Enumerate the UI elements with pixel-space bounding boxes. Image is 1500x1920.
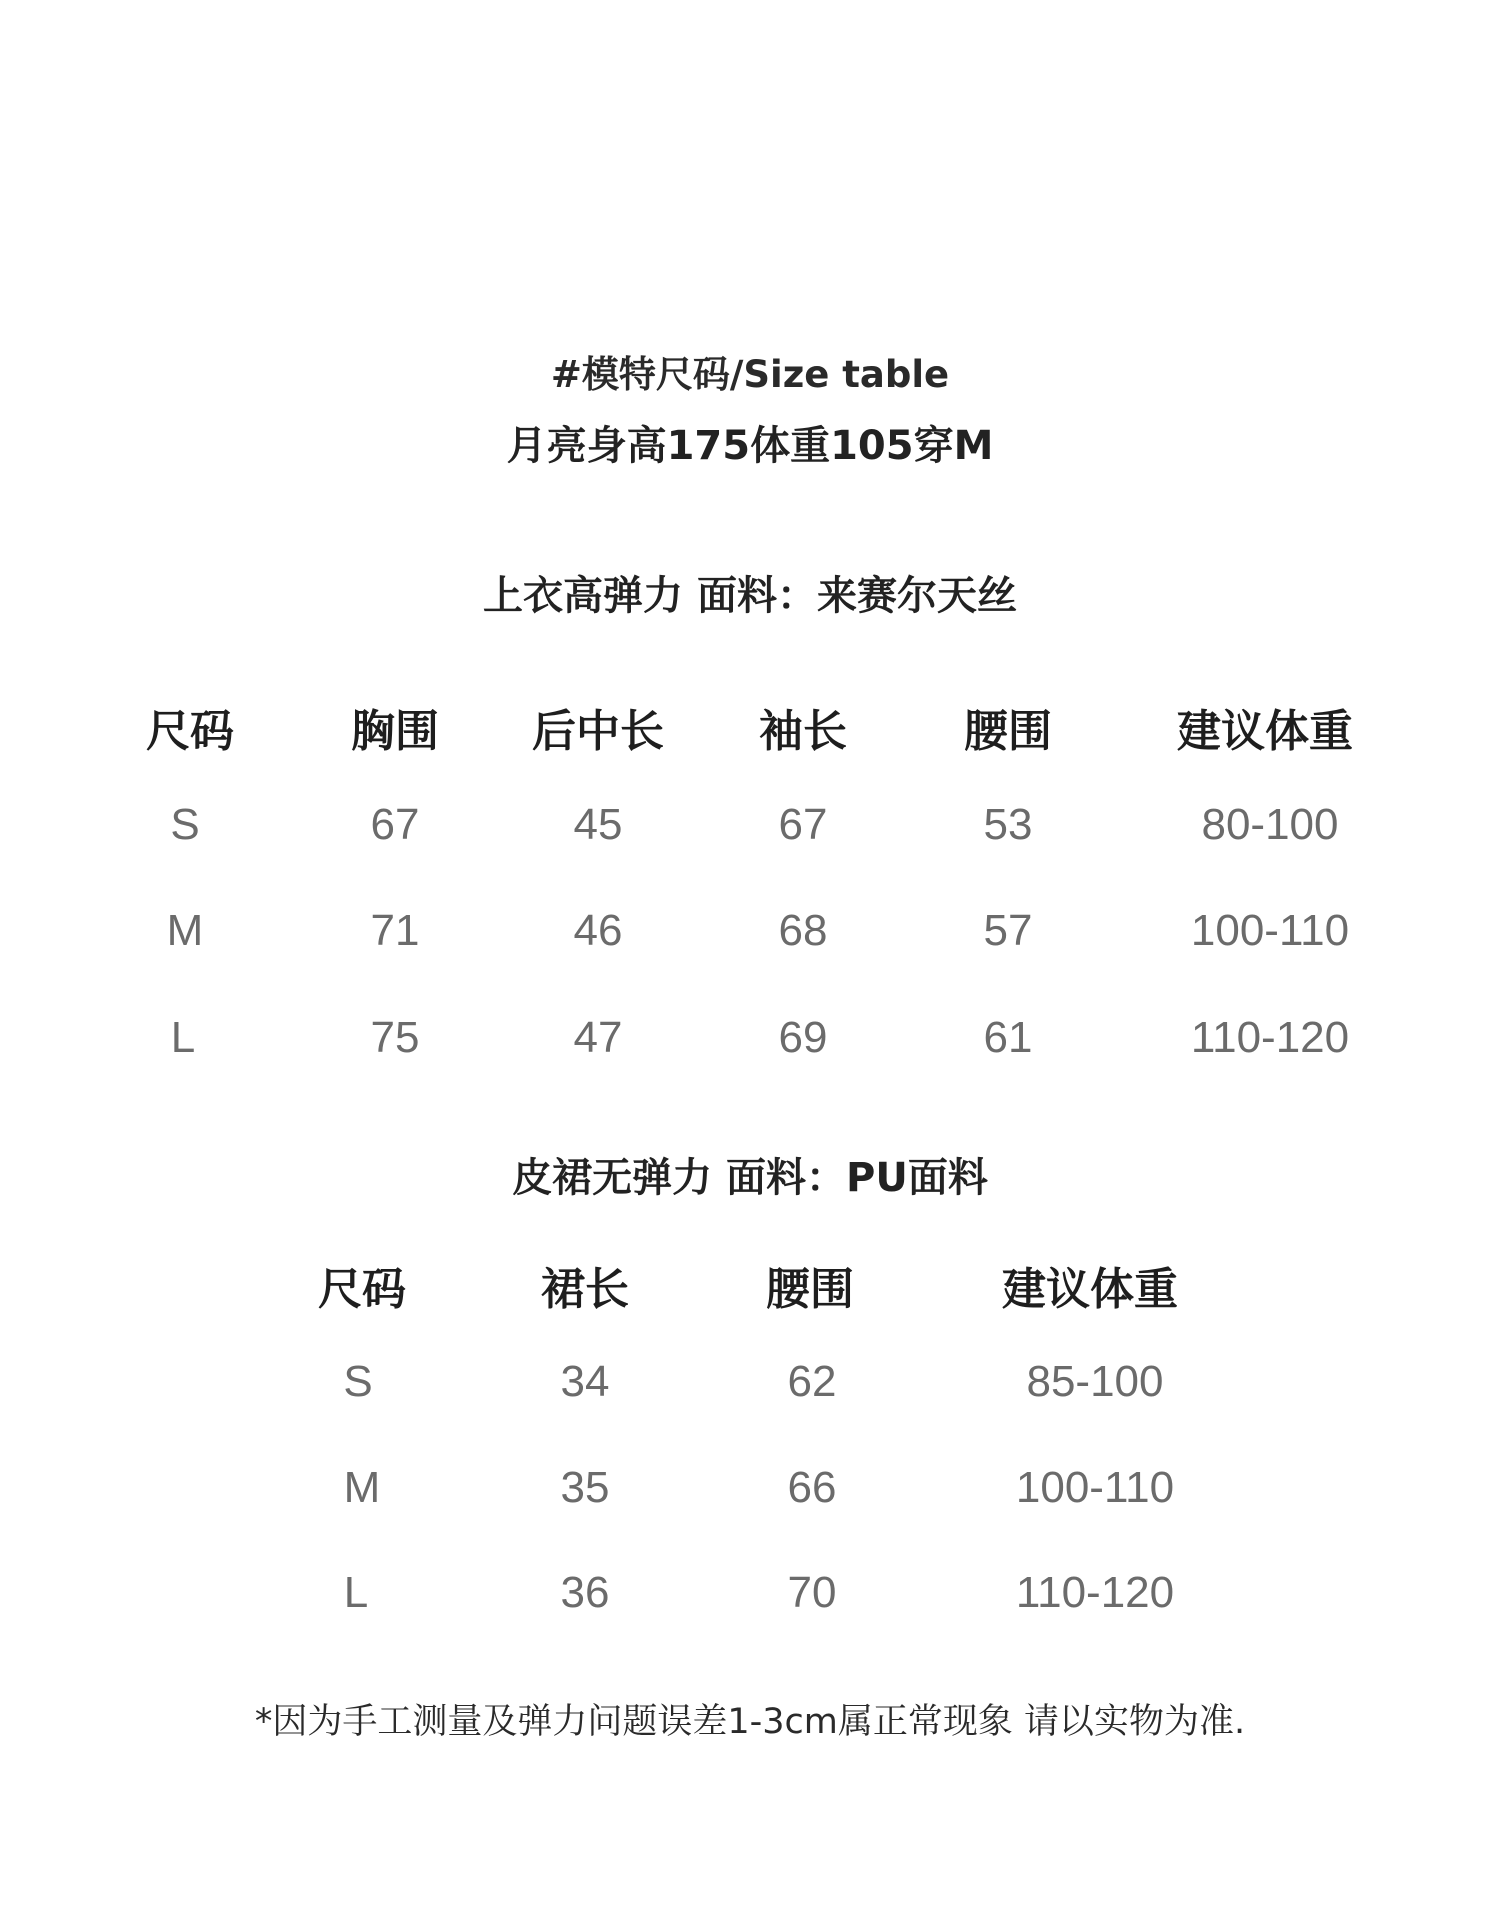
top-header-chest: 胸围 <box>351 706 439 757</box>
top-header-weight: 建议体重 <box>1177 706 1353 757</box>
skirt-cell-size: S <box>343 1357 373 1406</box>
top-cell-back-length: 45 <box>573 800 623 849</box>
top-cell-waist: 61 <box>983 1013 1033 1062</box>
skirt-cell-length: 36 <box>560 1568 610 1617</box>
top-header-back-length: 后中长 <box>532 706 664 757</box>
top-cell-back-length: 47 <box>573 1013 623 1062</box>
skirt-header-length: 裙长 <box>541 1264 629 1315</box>
skirt-cell-weight: 85-100 <box>1026 1357 1164 1406</box>
skirt-cell-size: M <box>343 1463 381 1512</box>
skirt-cell-weight: 110-120 <box>1015 1568 1175 1617</box>
top-cell-weight: 110-120 <box>1190 1013 1350 1062</box>
skirt-cell-weight: 100-110 <box>1015 1463 1175 1512</box>
skirt-cell-waist: 70 <box>787 1568 837 1617</box>
size-table-subtitle: #模特尺码/Size table <box>550 353 950 396</box>
top-header-waist: 腰围 <box>964 706 1052 757</box>
top-cell-size: L <box>170 1013 196 1062</box>
model-size-info: 月亮身高175体重105穿M <box>506 423 994 469</box>
top-header-size: 尺码 <box>146 706 234 757</box>
top-cell-waist: 53 <box>983 800 1033 849</box>
top-cell-weight: 100-110 <box>1190 906 1350 955</box>
top-cell-size: M <box>166 906 204 955</box>
top-cell-sleeve: 68 <box>778 906 828 955</box>
top-cell-chest: 71 <box>370 906 420 955</box>
top-cell-sleeve: 67 <box>778 800 828 849</box>
skirt-cell-length: 35 <box>560 1463 610 1512</box>
top-cell-waist: 57 <box>983 906 1033 955</box>
top-cell-weight: 80-100 <box>1201 800 1339 849</box>
top-header-sleeve: 袖长 <box>759 706 847 757</box>
measurement-disclaimer: *因为手工测量及弹力问题误差1-3cm属正常现象 请以实物为准. <box>254 1702 1246 1742</box>
skirt-cell-length: 34 <box>560 1357 610 1406</box>
skirt-header-waist: 腰围 <box>766 1264 854 1315</box>
skirt-header-weight: 建议体重 <box>1002 1264 1178 1315</box>
top-table-title: 上衣高弹力 面料：来赛尔天丝 <box>483 573 1017 619</box>
skirt-cell-waist: 62 <box>787 1357 837 1406</box>
skirt-cell-waist: 66 <box>787 1463 837 1512</box>
top-cell-chest: 75 <box>370 1013 420 1062</box>
top-cell-sleeve: 69 <box>778 1013 828 1062</box>
skirt-header-size: 尺码 <box>318 1264 406 1315</box>
top-cell-size: S <box>170 800 200 849</box>
skirt-cell-size: L <box>343 1568 369 1617</box>
top-cell-chest: 67 <box>370 800 420 849</box>
skirt-table-title: 皮裙无弹力 面料：PU面料 <box>512 1155 988 1201</box>
top-cell-back-length: 46 <box>573 906 623 955</box>
